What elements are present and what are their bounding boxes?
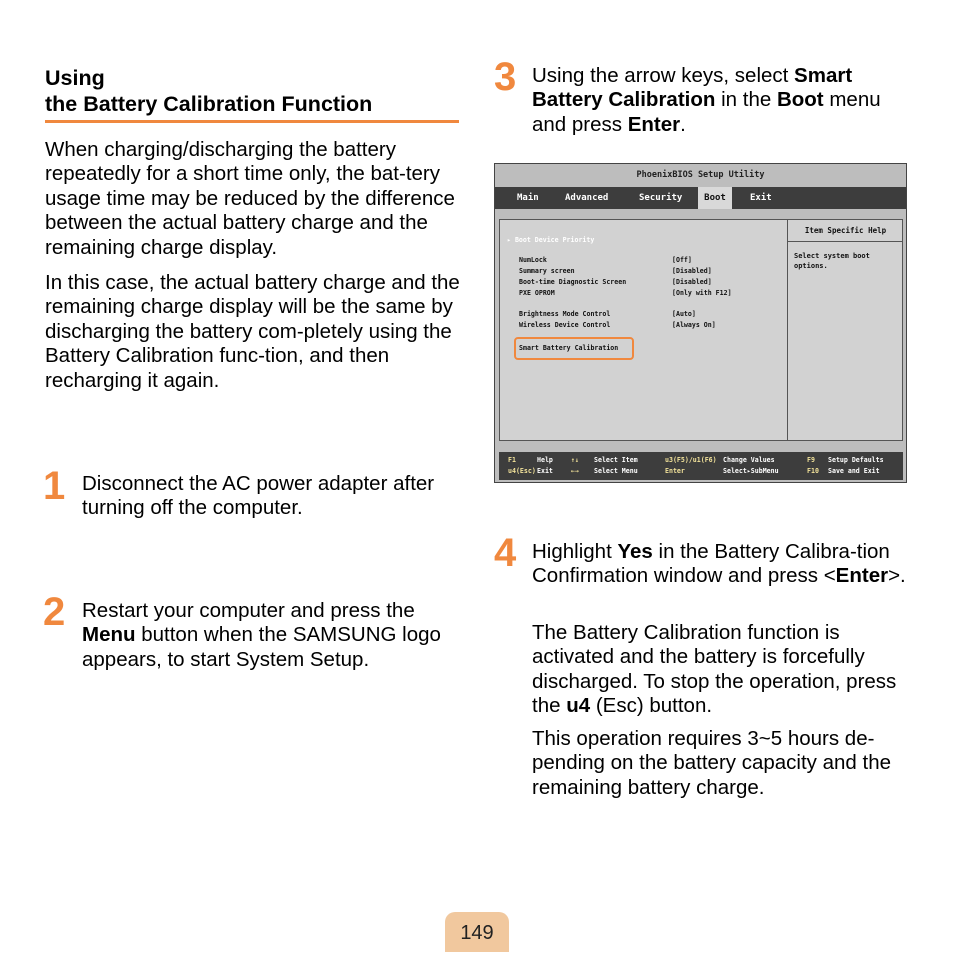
footer-label-change-values: Change Values (723, 456, 775, 464)
intro-paragraph-2: In this case, the actual battery charge and the remaining charge display will be the same by discharging the battery com-pletely using the Battery Calibration func-tion, and then recharging it again. (45, 271, 460, 392)
page-number: 149 (445, 912, 509, 952)
footer-label-help: Help (537, 456, 553, 464)
step-4-paragraph-3: This operation requires 3~5 hours de-pending on the battery capacity and the remaining battery charge. (532, 727, 892, 799)
step-3-number: 3 (494, 55, 517, 99)
step-4-paragraph-2: The Battery Calibration function is activated and the battery is forcefully discharged. To stop the operation, press the u4 (Esc) button. (532, 621, 897, 718)
bios-item-smart-battery-calibration[interactable]: Smart Battery Calibration (519, 344, 619, 352)
title-underline (45, 120, 459, 123)
section-title (45, 65, 459, 117)
footer-key-f9: F9 (807, 456, 815, 464)
footer-key-esc: u4(Esc) (508, 467, 536, 475)
bios-footer (499, 452, 903, 480)
bios-main-panel (499, 219, 903, 441)
footer-label-save-exit: Save and Exit (828, 467, 880, 475)
bios-help-column (787, 220, 903, 440)
bios-item-wireless-control[interactable]: Wireless Device Control (519, 321, 611, 329)
bios-help-title: Item Specific Help (788, 220, 903, 242)
bios-value-wireless-control: [Always On] (672, 321, 716, 329)
footer-key-f10: F10 (807, 467, 819, 475)
footer-label-setup-defaults: Setup Defaults (828, 456, 884, 464)
bios-value-numlock: [Off] (672, 256, 692, 264)
bios-item-boot-diagnostic[interactable]: Boot-time Diagnostic Screen (519, 278, 627, 286)
bios-boot-device-priority[interactable]: ▸ Boot Device Priority (507, 236, 595, 244)
bios-tab-boot[interactable]: Boot (698, 187, 732, 209)
step-1-number: 1 (43, 464, 66, 508)
bios-tab-exit[interactable]: Exit (750, 193, 772, 203)
bios-tab-advanced[interactable]: Advanced (565, 193, 609, 203)
step-3-text: Using the arrow keys, select Smart Battery Calibration in the Boot menu and press Enter. (532, 64, 881, 136)
intro-paragraph-1: When charging/discharging the battery repeatedly for a short time only, the bat-tery usage time may be reduced by the difference between the actual battery charge and the remaining charge display. (45, 138, 455, 259)
bios-item-numlock[interactable]: NumLock (519, 256, 547, 264)
bios-item-brightness-mode[interactable]: Brightness Mode Control (519, 310, 611, 318)
section-title-line1: Using (45, 66, 105, 90)
bios-value-boot-diagnostic: [Disabled] (672, 278, 712, 286)
step-4-text: Highlight Yes in the Battery Calibra-tion Confirmation window and press <Enter>. (532, 540, 906, 588)
bios-title: PhoenixBIOS Setup Utility (636, 170, 765, 180)
bios-item-pxe-oprom[interactable]: PXE OPROM (519, 289, 555, 297)
bios-menu-bar (495, 187, 906, 209)
bios-tab-main[interactable]: Main (517, 193, 539, 203)
footer-key-up-down: ↑↓ (571, 456, 579, 464)
bios-setup-screenshot (494, 163, 907, 483)
step-4-number: 4 (494, 531, 517, 575)
bios-item-summary-screen[interactable]: Summary screen (519, 267, 575, 275)
bios-value-brightness-mode: [Auto] (672, 310, 696, 318)
bios-value-summary-screen: [Disabled] (672, 267, 712, 275)
step-2-text: Restart your computer and press the Menu button when the SAMSUNG logo appears, to start System Setup. (82, 599, 441, 671)
bios-help-text: Select system boot options. (794, 252, 870, 270)
section-title-line2: the Battery Calibration Function (45, 92, 373, 116)
footer-key-left-right: ←→ (571, 467, 579, 475)
step-2-number: 2 (43, 590, 66, 634)
footer-label-select-item: Select Item (594, 456, 638, 464)
step-1-text: Disconnect the AC power adapter after turning off the computer. (82, 472, 435, 520)
footer-key-f1: F1 (508, 456, 516, 464)
footer-key-enter: Enter (665, 467, 685, 475)
footer-label-select-submenu: Select▸SubMenu (723, 467, 779, 475)
bios-tab-security[interactable]: Security (639, 193, 683, 203)
bios-value-pxe-oprom: [Only with F12] (672, 289, 732, 297)
footer-label-exit: Exit (537, 467, 553, 475)
footer-label-select-menu: Select Menu (594, 467, 638, 475)
footer-key-plus-minus: u3(F5)/u1(F6) (665, 456, 717, 464)
